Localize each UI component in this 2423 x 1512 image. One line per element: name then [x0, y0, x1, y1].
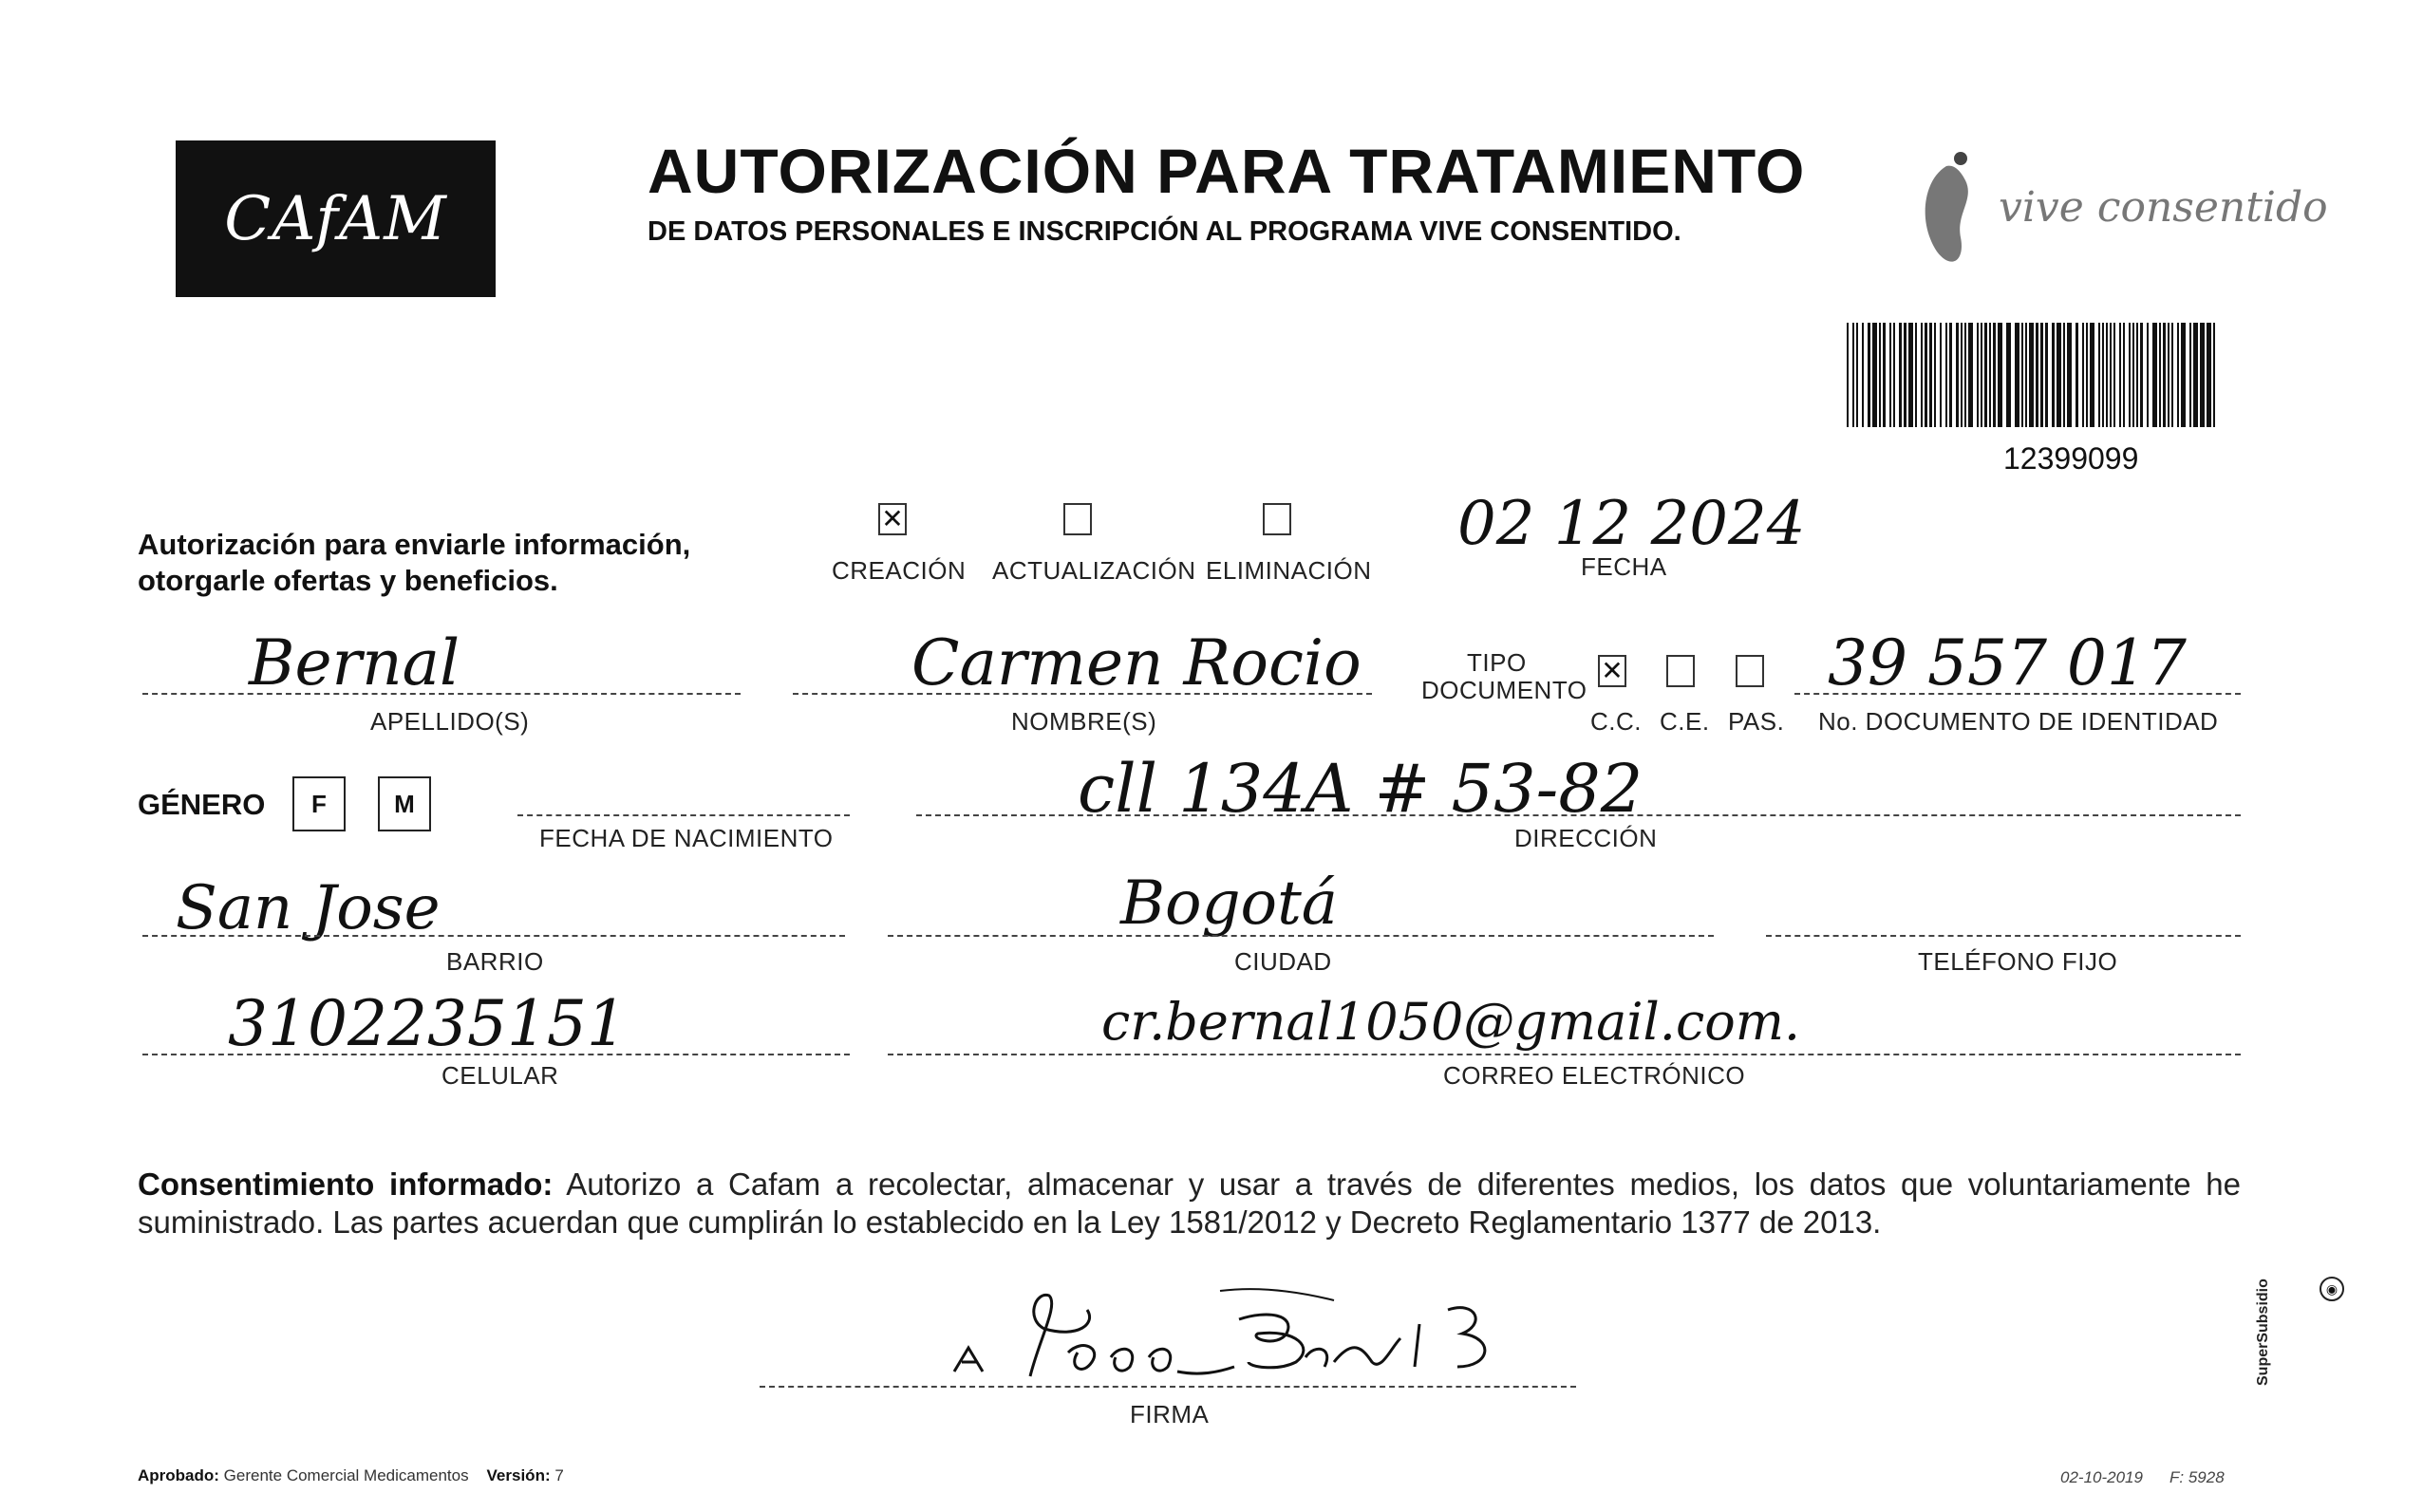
- barrio-label: BARRIO: [446, 947, 544, 976]
- direccion-label: DIRECCIÓN: [1514, 824, 1658, 852]
- barcode-bar: [2090, 323, 2094, 427]
- cc-label: C.C.: [1590, 707, 1642, 736]
- actualizacion-label: ACTUALIZACIÓN: [992, 556, 1196, 585]
- footer-code: F: 5928: [2169, 1468, 2225, 1486]
- documento-line: [1794, 693, 2241, 695]
- apellido-line: [142, 693, 741, 695]
- barcode-bar: [2063, 323, 2065, 427]
- nombre-label: NOMBRE(S): [1011, 707, 1157, 736]
- barcode-bar: [1949, 323, 1952, 427]
- barcode-bar: [1981, 323, 1982, 427]
- apellido-value[interactable]: Bernal: [249, 626, 460, 700]
- barcode-bar: [1925, 323, 1927, 427]
- barcode-bar: [1968, 323, 1973, 427]
- barcode-bar: [2086, 323, 2088, 427]
- barcode-bar: [1921, 323, 1923, 427]
- barcode-bar: [2036, 323, 2038, 427]
- barcode-bar: [2052, 323, 2055, 427]
- barcode-bar: [2177, 323, 2179, 427]
- barcode-graphic: [1847, 323, 2222, 427]
- creacion-checkbox[interactable]: [878, 503, 907, 535]
- cc-checkbox[interactable]: [1598, 655, 1626, 687]
- authorization-text: Autorización para enviarle información, otorgarle ofertas y beneficios.: [138, 528, 691, 597]
- barcode-bar: [2213, 323, 2215, 427]
- partner-logo-text: vive consentido: [1999, 183, 2328, 232]
- apellido-label: APELLIDO(S): [370, 707, 530, 736]
- correo-line: [888, 1054, 2241, 1055]
- barcode-bar: [2067, 323, 2072, 427]
- documento-label: No. DOCUMENTO DE IDENTIDAD: [1818, 707, 2219, 736]
- tipo-label: TIPO: [1467, 648, 1527, 677]
- nombre-line: [793, 693, 1372, 695]
- aprobado-value: Gerente Comercial Medicamentos: [223, 1466, 469, 1484]
- cafam-logo: [176, 140, 496, 297]
- barcode-bar: [2098, 323, 2100, 427]
- barcode-bar: [1908, 323, 1913, 427]
- aprobado-label: Aprobado:: [138, 1466, 219, 1484]
- footer-approval: [138, 1466, 564, 1485]
- fecha-nacimiento-label: FECHA DE NACIMIENTO: [539, 824, 834, 852]
- footer-date: 02-10-2019: [2060, 1468, 2143, 1486]
- barcode-bar: [2132, 323, 2134, 427]
- barrio-line: [142, 935, 845, 937]
- telefono-line[interactable]: [1766, 935, 2241, 937]
- barcode-bar: [2113, 323, 2115, 427]
- eliminacion-checkbox[interactable]: [1263, 503, 1291, 535]
- barcode-bar: [2181, 323, 2186, 427]
- ce-checkbox[interactable]: [1666, 655, 1695, 687]
- barcode-bar: [2025, 323, 2027, 427]
- fecha-nacimiento-line[interactable]: [517, 814, 850, 816]
- barcode-bar: [2152, 323, 2157, 427]
- barcode-bar: [1899, 323, 1902, 427]
- firma-label: FIRMA: [1130, 1400, 1210, 1428]
- barcode-bar: [1883, 323, 1886, 427]
- supersubsidio-logo-icon: ◉: [2320, 1277, 2344, 1301]
- barcode-bar: [2136, 323, 2138, 427]
- eliminacion-label: ELIMINACIÓN: [1206, 556, 1372, 585]
- check-mark-icon: ✕: [881, 503, 904, 534]
- correo-label: CORREO ELECTRÓNICO: [1443, 1061, 1746, 1090]
- barcode-bar: [1904, 323, 1906, 427]
- barcode-bar: [2106, 323, 2108, 427]
- barcode-bar: [2119, 323, 2121, 427]
- barcode-bar: [1847, 323, 1849, 427]
- consent-text: Autorizo a Cafam a recolectar, almacenar y usar a través de diferentes medios, los datos que voluntariamente he suministrado. Las partes acuerdan que cumplirán lo establecido en la Ley 1581/2012 y Decreto Reglamentario 1377 de 2013.: [138, 1167, 2241, 1240]
- barcode-bar: [1998, 323, 2002, 427]
- genero-f-box[interactable]: F: [292, 776, 346, 831]
- barcode-bar: [2006, 323, 2011, 427]
- barcode-bar: [2102, 323, 2104, 427]
- barcode-bar: [2140, 323, 2143, 427]
- ciudad-value[interactable]: Bogotá: [1120, 868, 1338, 939]
- celular-line: [142, 1054, 850, 1055]
- barcode-bar: [2189, 323, 2191, 427]
- documento-value[interactable]: 39 557 017: [1828, 626, 2187, 700]
- consent-paragraph: [138, 1166, 2241, 1241]
- barcode-bar: [2171, 323, 2173, 427]
- barcode-bar: [1889, 323, 1891, 427]
- barcode-bar: [2163, 323, 2166, 427]
- documento-type-label: DOCUMENTO: [1421, 676, 1587, 704]
- version-value: 7: [554, 1466, 564, 1484]
- barcode-bar: [2123, 323, 2125, 427]
- barcode-bar: [1856, 323, 1858, 427]
- barcode-bar: [1940, 323, 1942, 427]
- nombre-value[interactable]: Carmen Rocio: [911, 626, 1362, 700]
- barcode-bar: [1964, 323, 1966, 427]
- celular-label: CELULAR: [441, 1061, 559, 1090]
- barcode-bar: [2168, 323, 2169, 427]
- direccion-value[interactable]: cll 134A # 53-82: [1078, 750, 1644, 828]
- barcode-bar: [1961, 323, 1963, 427]
- pas-label: PAS.: [1728, 707, 1785, 736]
- barcode-bar: [1852, 323, 1854, 427]
- barcode-bar: [1993, 323, 1996, 427]
- barcode-bar: [2045, 323, 2048, 427]
- ciudad-line: [888, 935, 1714, 937]
- barcode-bar: [1934, 323, 1936, 427]
- barcode-bar: [2129, 323, 2131, 427]
- barcode-bar: [1945, 323, 1947, 427]
- fecha-value[interactable]: 02 12 2024: [1457, 489, 1806, 559]
- barcode-bar: [1977, 323, 1979, 427]
- barcode-number: 12399099: [2003, 441, 2139, 476]
- barcode-bar: [2200, 323, 2205, 427]
- barcode-bar: [2029, 323, 2034, 427]
- telefono-label: TELÉFONO FIJO: [1918, 947, 2118, 976]
- pas-checkbox[interactable]: [1736, 655, 1764, 687]
- genero-label: GÉNERO: [138, 788, 266, 821]
- barcode-bar: [1862, 323, 1864, 427]
- side-brand-text: [2255, 1279, 2272, 1386]
- barcode-bar: [2015, 323, 2019, 427]
- barcode-bar: [2193, 323, 2198, 427]
- barcode-bar: [2076, 323, 2078, 427]
- ciudad-label: CIUDAD: [1234, 947, 1332, 976]
- document-subtitle: DE DATOS PERSONALES E INSCRIPCIÓN AL PROGRAMA VIVE CONSENTIDO.: [648, 216, 1681, 247]
- fecha-label: FECHA: [1581, 552, 1667, 581]
- actualizacion-checkbox[interactable]: [1063, 503, 1092, 535]
- barcode-bar: [1929, 323, 1932, 427]
- barcode-bar: [1956, 323, 1959, 427]
- barcode-bar: [1879, 323, 1881, 427]
- barcode-bar: [1984, 323, 1987, 427]
- logo-text: CAfAM: [224, 183, 447, 254]
- barcode-bar: [2207, 323, 2211, 427]
- barcode-bar: [1915, 323, 1917, 427]
- barrio-value[interactable]: San Jose: [176, 873, 441, 943]
- barcode-bar: [2110, 323, 2112, 427]
- firma-line: [760, 1386, 1576, 1388]
- barcode-bar: [1989, 323, 1991, 427]
- document-title: AUTORIZACIÓN PARA TRATAMIENTO: [648, 136, 1806, 206]
- barcode-bar: [2057, 323, 2061, 427]
- signature-image: [935, 1281, 1543, 1395]
- barcode-bar: [2040, 323, 2043, 427]
- barcode-bar: [2159, 323, 2161, 427]
- barcode-bar: [1868, 323, 1870, 427]
- barcode-bar: [2021, 323, 2023, 427]
- genero-m-box[interactable]: M: [378, 776, 431, 831]
- consent-lead: Consentimiento informado:: [138, 1167, 554, 1202]
- side-brand-label: SuperSubsidio: [2255, 1279, 2271, 1386]
- direccion-line: [916, 814, 2241, 816]
- check-mark-icon: ✕: [1601, 655, 1624, 686]
- barcode-bar: [2082, 323, 2084, 427]
- version-label: Versión:: [486, 1466, 551, 1484]
- barcode-bar: [1872, 323, 1877, 427]
- creacion-label: CREACIÓN: [832, 556, 967, 585]
- correo-value[interactable]: cr.bernal1050@gmail.com.: [1101, 992, 1801, 1052]
- celular-value[interactable]: 3102235151: [228, 987, 627, 1060]
- barcode-bar: [1893, 323, 1895, 427]
- ce-label: C.E.: [1660, 707, 1710, 736]
- barcode-bar: [2147, 323, 2149, 427]
- vive-consentido-logo: [1908, 147, 2328, 285]
